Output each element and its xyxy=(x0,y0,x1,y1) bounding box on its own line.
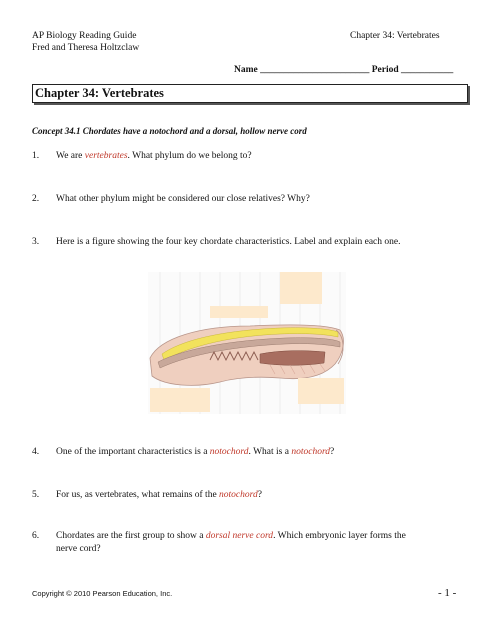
question-number: 4. xyxy=(32,447,40,457)
header-left-line1: AP Biology Reading Guide xyxy=(32,31,137,41)
question-number: 5. xyxy=(32,490,40,500)
page-number: - 1 - xyxy=(438,587,457,599)
question-number: 6. xyxy=(32,531,40,541)
question-6: 6. Chordates are the first group to show a dorsal nerve cord. Which embryonic layer forms the nerve cord? xyxy=(32,531,406,554)
chapter-title-box xyxy=(32,84,468,103)
gut xyxy=(260,351,325,366)
concept-heading: Concept 34.1 Chordates have a notochord and a dorsal, hollow nerve cord xyxy=(32,126,307,136)
label-box-lower-left xyxy=(150,388,210,412)
label-box-upper-middle xyxy=(210,306,268,318)
copyright-notice: Copyright © 2010 Pearson Education, Inc. xyxy=(32,589,173,598)
question-number: 1. xyxy=(32,151,40,161)
question-2 xyxy=(32,193,462,207)
header-left-line2: Fred and Theresa Holtzclaw xyxy=(32,43,140,53)
chapter-title: Chapter 34: Vertebrates xyxy=(35,86,164,100)
question-number: 3. xyxy=(32,237,40,247)
question-5: 5. For us, as vertebrates, what remains of the notochord? xyxy=(32,490,262,500)
name-period-line: Name _______________________ Period ___________ xyxy=(234,65,454,75)
question-1: 1. We are vertebrates. What phylum do we belong to? xyxy=(32,151,252,161)
chordate-figure xyxy=(140,268,350,418)
label-box-lower-right xyxy=(298,378,344,404)
question-text: Here is a figure showing the four key chordate characteristics. Label and explain each one. xyxy=(56,237,401,247)
label-box-top-right xyxy=(280,272,322,304)
question-number: 2. xyxy=(32,194,40,204)
question-3 xyxy=(32,236,462,250)
question-text: What other phylum might be considered our close relatives? Why? xyxy=(56,194,310,204)
question-4: 4. One of the important characteristics is a notochord. What is a notochord? xyxy=(32,447,335,457)
header-chapter: Chapter 34: Vertebrates xyxy=(350,31,440,41)
